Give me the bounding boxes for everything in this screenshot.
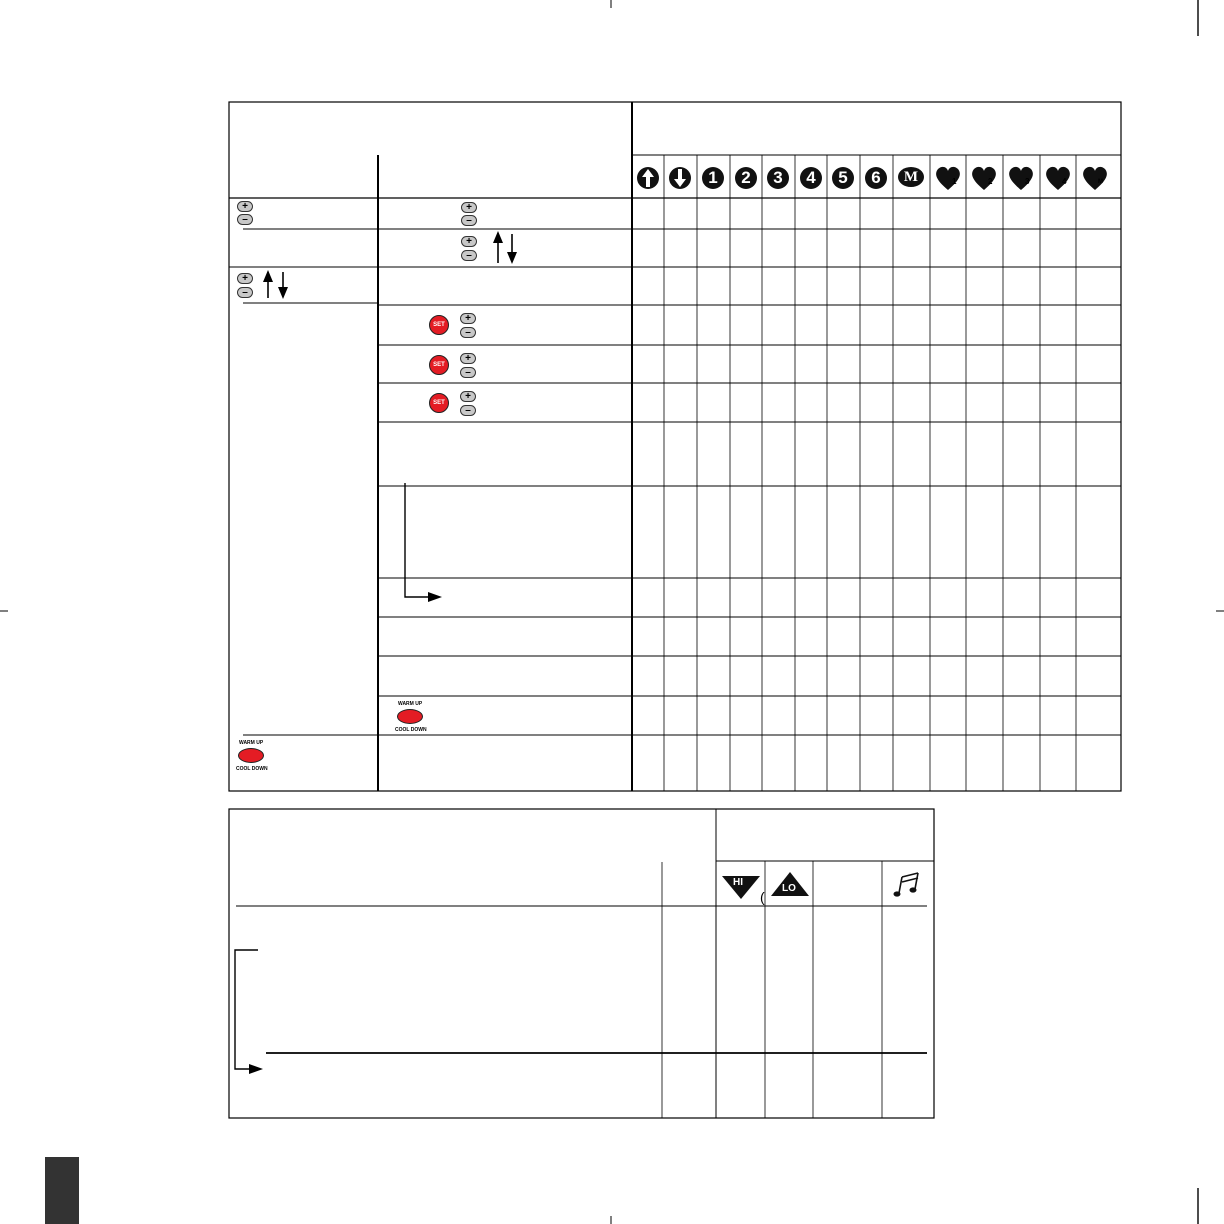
memory-m-icon: M xyxy=(898,167,924,187)
minus-button-icon: – xyxy=(237,214,253,225)
minus-button-icon: – xyxy=(460,327,476,338)
paren-mark: ( xyxy=(760,889,765,905)
number-3-icon: 3 xyxy=(767,167,789,189)
number-4-icon: 4 xyxy=(800,167,822,189)
heart-label-4: 4 xyxy=(1062,177,1067,186)
minus-button-icon: – xyxy=(237,287,253,298)
heart-label-3: 3 xyxy=(1025,177,1030,186)
number-2-icon: 2 xyxy=(735,167,757,189)
warm-up-label: WARM UP xyxy=(239,740,264,746)
page-tab-block xyxy=(45,1157,79,1224)
cool-down-label: COOL DOWN xyxy=(395,727,427,733)
cool-down-label: COOL DOWN xyxy=(236,766,268,772)
set-button-icon: SET xyxy=(429,315,449,335)
minus-button-icon: – xyxy=(460,405,476,416)
plus-button-icon: + xyxy=(460,313,476,324)
number-1-icon: 1 xyxy=(702,167,724,189)
set-button-icon: SET xyxy=(429,393,449,413)
hi-label: HI xyxy=(733,877,743,888)
plus-button-icon: + xyxy=(460,391,476,402)
heart-label-1: 1 xyxy=(952,177,957,186)
minus-button-icon: – xyxy=(460,367,476,378)
minus-button-icon: – xyxy=(461,215,477,226)
lo-label: LO xyxy=(782,883,796,894)
plus-button-icon: + xyxy=(237,201,253,212)
minus-button-icon: – xyxy=(461,250,477,261)
number-5-icon: 5 xyxy=(832,167,854,189)
plus-button-icon: + xyxy=(461,202,477,213)
number-6-icon: 6 xyxy=(865,167,887,189)
plus-button-icon: + xyxy=(461,236,477,247)
warm-up-label: WARM UP xyxy=(398,701,423,707)
heart-label-2: 2 xyxy=(988,177,993,186)
plus-button-icon: + xyxy=(460,353,476,364)
heart-label-m: M xyxy=(1098,179,1103,185)
set-button-icon: SET xyxy=(429,355,449,375)
plus-button-icon: + xyxy=(237,273,253,284)
